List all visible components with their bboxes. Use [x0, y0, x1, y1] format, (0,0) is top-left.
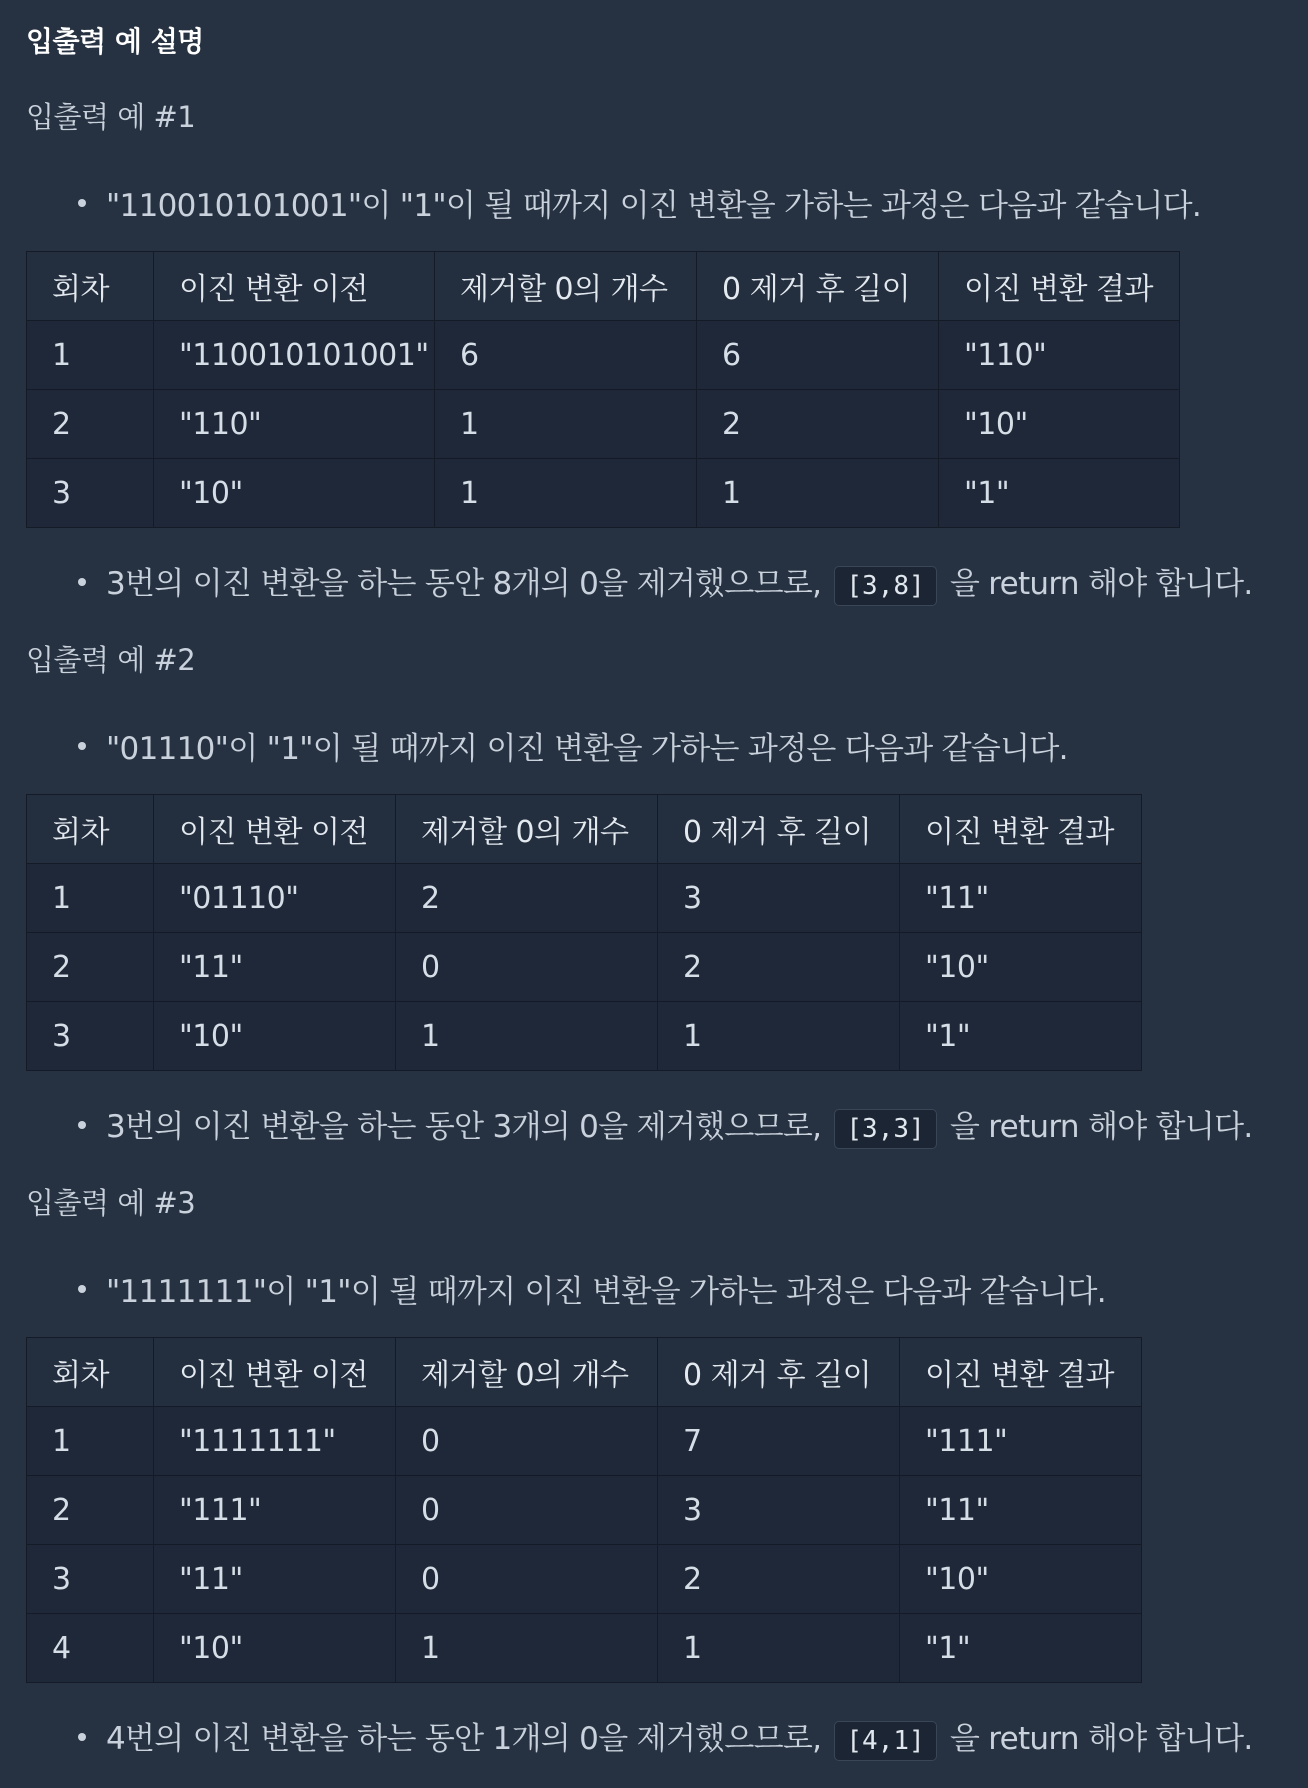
table-cell: 3 — [658, 864, 900, 933]
table-cell: 7 — [658, 1407, 900, 1476]
table-cell: 2 — [658, 933, 900, 1002]
table-cell: 0 — [396, 1407, 658, 1476]
table-cell: 2 — [27, 933, 154, 1002]
table-cell: 1 — [27, 321, 154, 390]
table-cell: "110010101001" — [154, 321, 435, 390]
table-cell: "111" — [154, 1476, 396, 1545]
header-cell: 제거할 0의 개수 — [435, 252, 697, 321]
header-cell: 이진 변환 이전 — [154, 252, 435, 321]
table-cell: 1 — [435, 390, 697, 459]
header-cell: 0 제거 후 길이 — [658, 1338, 900, 1407]
header-cell: 이진 변환 결과 — [900, 1338, 1142, 1407]
table-cell: 1 — [396, 1002, 658, 1071]
example-1-conclusion — [78, 558, 1253, 606]
table-row — [27, 1476, 1142, 1545]
table-cell: 3 — [27, 1002, 154, 1071]
table-cell: "1" — [900, 1002, 1142, 1071]
conclusion-text: 4번의 이진 변환을 하는 동안 1개의 0을 제거했으므로, — [106, 1721, 822, 1757]
example-1-intro: "110010101001"이 "1"이 될 때까지 이진 변환을 가하는 과정은 다음과 같습니다. — [78, 180, 1201, 225]
table-cell: "10" — [939, 390, 1180, 459]
table-cell: "1111111" — [154, 1407, 396, 1476]
example-3-intro: "1111111"이 "1"이 될 때까지 이진 변환을 가하는 과정은 다음과 같습니다. — [78, 1266, 1106, 1311]
table-cell: "11" — [900, 864, 1142, 933]
conclusion-text: 을 return 해야 합니다. — [949, 1721, 1253, 1757]
table-cell: "110" — [154, 390, 435, 459]
table-cell: "10" — [900, 1545, 1142, 1614]
table-cell: 4 — [27, 1614, 154, 1683]
table-row — [27, 1002, 1142, 1071]
header-cell: 제거할 0의 개수 — [396, 1338, 658, 1407]
answer-code: [3,3] — [834, 1109, 936, 1149]
table-cell: 1 — [697, 459, 939, 528]
header-cell: 회차 — [27, 1338, 154, 1407]
table-cell: 1 — [396, 1614, 658, 1683]
table-cell: 1 — [435, 459, 697, 528]
example-2-table — [26, 794, 1142, 1071]
answer-code: [3,8] — [834, 566, 936, 606]
example-2-title: 입출력 예 #2 — [26, 643, 196, 677]
table-cell: "11" — [154, 1545, 396, 1614]
header-cell: 0 제거 후 길이 — [697, 252, 939, 321]
table-cell: "11" — [154, 933, 396, 1002]
table-cell: 6 — [697, 321, 939, 390]
table-cell: 1 — [658, 1002, 900, 1071]
example-1-table — [26, 251, 1180, 528]
table-row — [27, 321, 1180, 390]
table-cell: 3 — [27, 1545, 154, 1614]
example-3-title: 입출력 예 #3 — [26, 1186, 196, 1220]
table-row — [27, 1407, 1142, 1476]
table-cell: "1" — [939, 459, 1180, 528]
header-cell: 이진 변환 결과 — [900, 795, 1142, 864]
table-row — [27, 933, 1142, 1002]
header-cell: 회차 — [27, 252, 154, 321]
table-cell: 1 — [658, 1614, 900, 1683]
table-row — [27, 390, 1180, 459]
header-cell: 회차 — [27, 795, 154, 864]
table-cell: 1 — [27, 1407, 154, 1476]
header-cell: 이진 변환 이전 — [154, 1338, 396, 1407]
table-cell: 2 — [697, 390, 939, 459]
table-row — [27, 1614, 1142, 1683]
table-cell: "01110" — [154, 864, 396, 933]
table-cell: 3 — [27, 459, 154, 528]
header-cell: 이진 변환 결과 — [939, 252, 1180, 321]
table-header-row — [27, 795, 1142, 864]
table-row — [27, 864, 1142, 933]
table-cell: 0 — [396, 1476, 658, 1545]
table-header-row — [27, 1338, 1142, 1407]
table-row — [27, 1545, 1142, 1614]
table-cell: 1 — [27, 864, 154, 933]
table-cell: 0 — [396, 1545, 658, 1614]
table-cell: "10" — [154, 1002, 396, 1071]
table-cell: "11" — [900, 1476, 1142, 1545]
table-cell: 2 — [396, 864, 658, 933]
header-cell: 이진 변환 이전 — [154, 795, 396, 864]
table-cell: "1" — [900, 1614, 1142, 1683]
answer-code: [4,1] — [834, 1721, 936, 1761]
table-cell: "10" — [154, 459, 435, 528]
example-3-table — [26, 1337, 1142, 1683]
table-cell: "111" — [900, 1407, 1142, 1476]
table-cell: "10" — [154, 1614, 396, 1683]
conclusion-text: 을 return 해야 합니다. — [949, 566, 1253, 602]
table-cell: 2 — [27, 390, 154, 459]
example-2-conclusion — [78, 1101, 1253, 1149]
table-cell: 6 — [435, 321, 697, 390]
header-cell: 제거할 0의 개수 — [396, 795, 658, 864]
table-cell: 2 — [658, 1545, 900, 1614]
table-cell: 0 — [396, 933, 658, 1002]
conclusion-text: 3번의 이진 변환을 하는 동안 3개의 0을 제거했으므로, — [106, 1109, 822, 1145]
example-2-intro: "01110"이 "1"이 될 때까지 이진 변환을 가하는 과정은 다음과 같습니다. — [78, 723, 1068, 768]
example-3-conclusion — [78, 1713, 1253, 1761]
header-cell: 0 제거 후 길이 — [658, 795, 900, 864]
table-row — [27, 459, 1180, 528]
table-cell: "10" — [900, 933, 1142, 1002]
table-cell: 3 — [658, 1476, 900, 1545]
table-cell: 2 — [27, 1476, 154, 1545]
conclusion-text: 3번의 이진 변환을 하는 동안 8개의 0을 제거했으므로, — [106, 566, 822, 602]
conclusion-text: 을 return 해야 합니다. — [949, 1109, 1253, 1145]
table-cell: "110" — [939, 321, 1180, 390]
example-1-title: 입출력 예 #1 — [26, 100, 196, 134]
table-header-row — [27, 252, 1180, 321]
section-heading: 입출력 예 설명 — [26, 25, 204, 58]
